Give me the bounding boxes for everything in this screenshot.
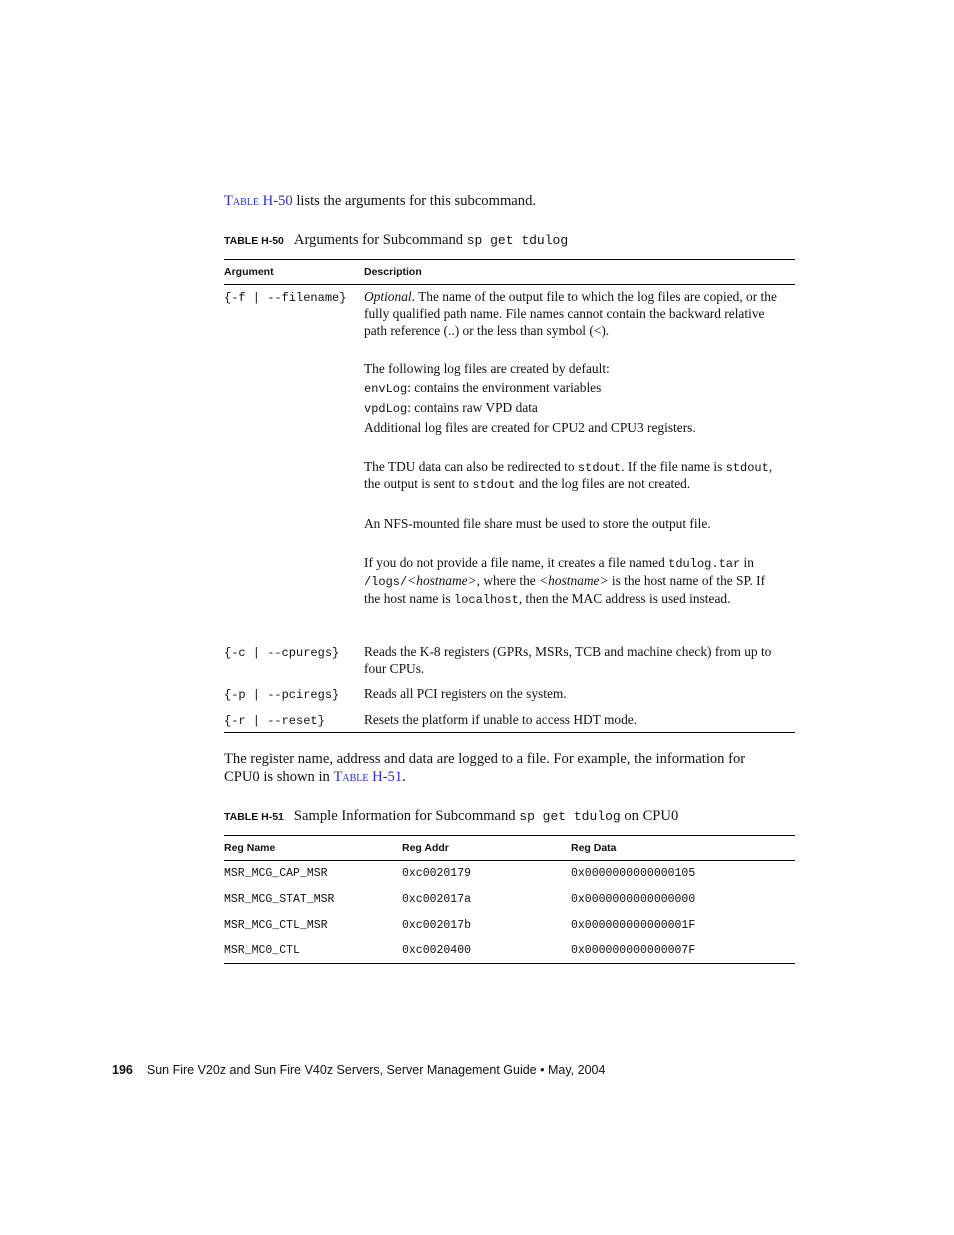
table-row-0-name: MSR_MCG_CAP_MSR [224, 867, 328, 880]
page-number: 196 [112, 1063, 133, 1077]
table-h51-top-rule [224, 835, 795, 836]
table-row-0-addr: 0xc0020179 [402, 867, 472, 880]
footer-bullet: • [540, 1063, 545, 1077]
p6-a: The TDU data can also be redirected to [364, 458, 578, 474]
desc-reset: Resets the platform if unable to access HDT mode. [364, 712, 638, 727]
optional-label: Optional [364, 289, 412, 304]
table-h51-header-data: Reg Data [571, 842, 617, 854]
table-h50-caption-text: Arguments for Subcommand [293, 232, 467, 248]
p8-e: , then the MAC address is used instead. [518, 590, 731, 606]
desc-filename-p1 [364, 289, 784, 339]
table-h51-tag: TABLE H-51 [224, 811, 284, 823]
arg-filename: {-f | --filename} [224, 291, 347, 305]
desc-filename-vpdlog [364, 400, 784, 418]
p8-tdulog-tar: tdulog.tar [668, 556, 741, 571]
table-h50-header-rule [224, 284, 795, 285]
intro-paragraph [224, 192, 536, 210]
table-row-0-data: 0x0000000000000105 [571, 867, 696, 880]
table-row-1-name: MSR_MCG_STAT_MSR [224, 893, 335, 906]
table-h51-header-rule [224, 860, 795, 861]
desc-filename [364, 289, 784, 608]
p8-a: If you do not provide a file name, it creates a file named [364, 554, 669, 570]
table-h50-bottom-rule [224, 732, 795, 733]
table-h51-bottom-rule [224, 963, 795, 964]
p6-stdout-1: stdout [577, 460, 622, 475]
p8-hostname-1: <hostname> [407, 572, 477, 588]
table-row-2-addr: 0xc002017b [402, 919, 472, 932]
desc-filename-p6 [364, 459, 784, 495]
table-h50-link[interactable]: Table H-50 [224, 193, 293, 209]
table-h51-caption-text: Sample Information for Subcommand [293, 808, 520, 824]
p6-b: . If the file name is [621, 458, 726, 474]
p8-logs-path: /logs/ [364, 574, 408, 589]
register-paragraph [224, 750, 784, 786]
table-h51-caption-code: sp get tdulog [519, 809, 621, 824]
footer-title: Sun Fire V20z and Sun Fire V40z Servers, Server Management Guide [146, 1063, 537, 1077]
table-h51-header-addr: Reg Addr [402, 842, 449, 854]
table-h50-header-description: Description [364, 266, 422, 278]
p6-d: and the log files are not created. [515, 476, 691, 492]
envlog-code: envLog [364, 382, 408, 397]
vpdlog-code: vpdLog [364, 401, 408, 416]
arg-reset: {-r | --reset} [224, 714, 325, 728]
table-row-3-addr: 0xc0020400 [402, 944, 472, 957]
table-row-3-data: 0x000000000000007F [571, 944, 696, 957]
table-row-3-name: MSR_MC0_CTL [224, 944, 300, 957]
table-h50-caption-code: sp get tdulog [466, 233, 569, 248]
table-h50-header-argument: Argument [224, 266, 274, 278]
desc-filename-p7: An NFS-mounted file share must be used to store the output file. [364, 516, 711, 532]
register-paragraph-text: The register name, address and data are logged to a file. For example, the information for CPU0 is shown in [224, 751, 746, 785]
p8-d: is the host name of the SP. If the host name is [364, 572, 766, 606]
p6-stdout-3: stdout [472, 478, 516, 493]
register-paragraph-end: . [402, 769, 406, 785]
desc-filename-p5: Additional log files are created for CPU2 and CPU3 registers. [364, 419, 696, 435]
vpdlog-text: : contains raw VPD data [407, 399, 538, 415]
desc-filename-envlog [364, 380, 784, 398]
table-h51-caption [224, 807, 678, 826]
arg-cpuregs: {-c | --cpuregs} [224, 646, 340, 660]
desc-filename-p8 [364, 555, 784, 608]
arg-pciregs: {-p | --pciregs} [224, 688, 340, 702]
desc-pciregs: Reads all PCI registers on the system. [364, 686, 567, 701]
table-h50-top-rule [224, 259, 795, 260]
intro-text: lists the arguments for this subcommand. [292, 193, 537, 209]
envlog-text: : contains the environment variables [407, 380, 602, 396]
p6-c: , the output is sent to [364, 458, 773, 492]
table-row-1-data: 0x0000000000000000 [571, 893, 696, 906]
p8-c: , where the [476, 572, 540, 588]
p8-localhost: localhost [454, 592, 519, 607]
desc-cpuregs: Reads the K-8 registers (GPRs, MSRs, TCB and machine check) from up to four CPUs. [364, 644, 772, 676]
table-h50-tag: TABLE H-50 [224, 235, 284, 247]
table-row-2-data: 0x000000000000001F [571, 919, 696, 932]
table-h51-caption-post: on CPU0 [620, 808, 679, 824]
table-h51-link[interactable]: Table H-51 [333, 769, 403, 785]
table-row-2-name: MSR_MCG_CTL_MSR [224, 919, 328, 932]
page-footer [112, 1063, 605, 1077]
footer-date: May, 2004 [548, 1063, 606, 1077]
table-row-1-addr: 0xc002017a [402, 893, 472, 906]
p8-hostname-2: <hostname> [539, 572, 609, 588]
desc-filename-p1-text: . The name of the output file to which the log files are copied, or the fully qualified path name. File names cannot contain the backward relative path reference (..) or the less than symbol (<). [364, 289, 777, 338]
p6-stdout-2: stdout [725, 460, 769, 475]
table-h50-caption [224, 231, 568, 250]
table-h51-header-name: Reg Name [224, 842, 276, 854]
desc-filename-p2: The following log files are created by default: [364, 361, 610, 377]
p8-b: in [740, 554, 754, 570]
